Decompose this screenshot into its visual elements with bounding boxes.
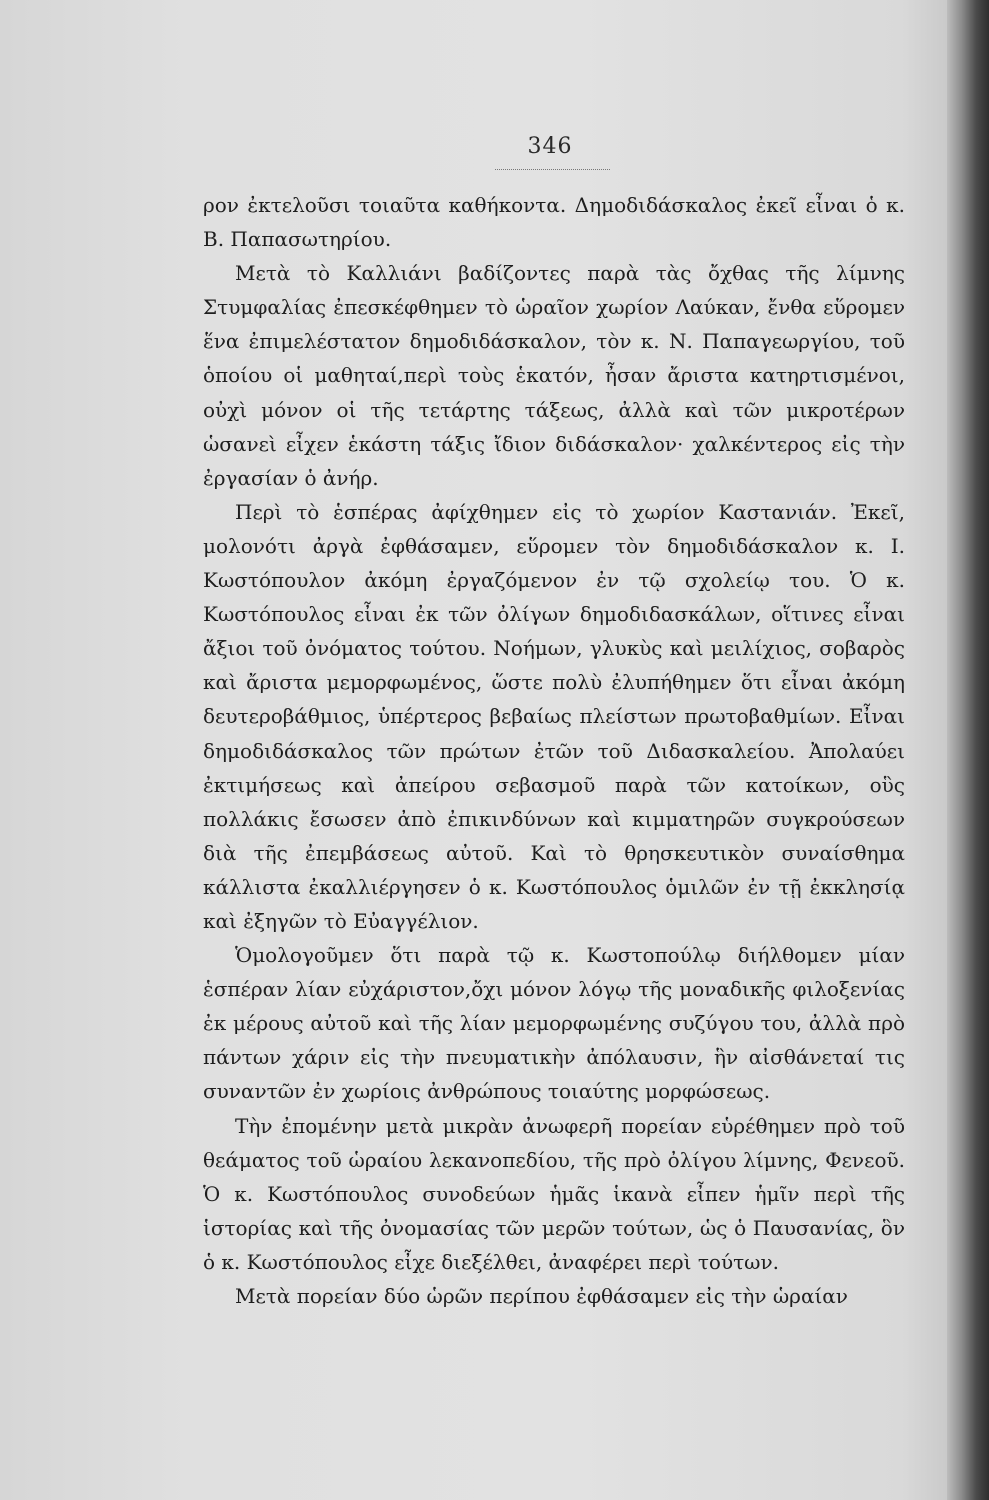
book-gutter bbox=[947, 0, 989, 1500]
paragraph-feneos: Τὴν ἐπομένην μετὰ μικρὰν ἀνωφερῆ πορείαν εὑρέθημεν πρὸ τοῦ θεάματος τοῦ ὡραίου λεκανοπεδίου, τῆς πρὸ ὀλίγου λίμνης, Φενεοῦ. Ὁ κ. Κωστόπουλος συνοδεύων ἡμᾶς ἱκανὰ εἶπεν ἡμῖν περὶ τῆς ἱστορίας καὶ τῆς ὀνομασίας τῶν μερῶν τούτων, ὡς ὁ Παυσανίας, ὃν ὁ κ. Κωστόπουλος εἶχε διεξέλθει, ἀναφέρει περὶ τούτων. bbox=[203, 1113, 905, 1274]
paragraph-continuation: ρον ἐκτελοῦσι τοιαῦτα καθήκοντα. Δημοδιδάσκαλος ἐκεῖ εἶναι ὁ κ. Β. Παπασωτηρίου. bbox=[203, 193, 905, 252]
body-text bbox=[203, 188, 905, 1313]
paragraph-final: Μετὰ πορείαν δύο ὡρῶν περίπου ἐφθάσαμεν εἰς τὴν ὡραίαν bbox=[235, 1284, 848, 1308]
paragraph-kalliani: Μετὰ τὸ Καλλιάνι βαδίζοντες παρὰ τὰς ὄχθας τῆς λίμνης Στυμφαλίας ἐπεσκέφθημεν τὸ ὡραῖον χωρίον Λαύκαν, ἔνθα εὕρομεν ἕνα ἐπιμελέστατον δημοδιδάσκαλον, τὸν κ. Ν. Παπαγεωργίου, τοῦ ὁποίου οἱ μαθηταί,περὶ τοὺς ἑκατόν, ἦσαν ἄριστα κατηρτισμένοι, οὐχὶ μόνον οἱ τῆς τετάρτης τάξεως, ἀλλὰ καὶ τῶν μικροτέρων ὡσανεὶ εἶχεν ἑκάστη τάξις ἴδιον διδάσκαλον· χαλκέντερος εἰς τὴν ἐργασίαν ὁ ἀνήρ. bbox=[203, 261, 905, 490]
paragraph-kastania: Περὶ τὸ ἑσπέρας ἀφίχθημεν εἰς τὸ χωρίον Καστανιάν. Ἐκεῖ, μολονότι ἀργὰ ἐφθάσαμεν, εὕρομεν τὸν δημοδιδάσκαλον κ. Ι. Κωστόπουλον ἀκόμη ἐργαζόμενον ἐν τῷ σχολείῳ του. Ὁ κ. Κωστόπουλος εἶναι ἐκ τῶν ὀλίγων δημοδιδασκάλων, οἵτινες εἶναι ἄξιοι τοῦ ὀνόματος τούτου. Νοήμων, γλυκὺς καὶ μειλίχιος, σοβαρὸς καὶ ἄριστα μεμορφωμένος, ὥστε πολὺ ἐλυπήθημεν ὅτι εἶναι ἀκόμη δευτεροβάθμιος, ὑπέρτερος βεβαίως πλείστων πρωτοβαθμίων. Εἶναι δημοδιδάσκαλος τῶν πρώτων ἐτῶν τοῦ Διδασκαλείου. Ἀπολαύει ἐκτιμήσεως καὶ ἀπείρου σεβασμοῦ παρὰ τῶν κατοίκων, οὓς πολλάκις ἔσωσεν ἀπὸ ἐπικινδύνων καὶ κιμματηρῶν συγκρούσεων διὰ τῆς ἐπεμβάσεως αὐτοῦ. Καὶ τὸ θρησκευτικὸν συναίσθημα κάλλιστα ἐκαλλιέργησεν ὁ κ. Κωστόπουλος ὁμιλῶν ἐν τῇ ἐκκλησίᾳ καὶ ἐξηγῶν τὸ Εὐαγγέλιον. bbox=[203, 499, 905, 933]
page-number: 346 bbox=[527, 134, 573, 159]
page-number-rule bbox=[495, 169, 610, 170]
paragraph-hospitality: Ὁμολογοῦμεν ὅτι παρὰ τῷ κ. Κωστοπούλῳ διήλθομεν μίαν ἑσπέραν λίαν εὐχάριστον,ὄχι μόνον λόγῳ τῆς μοναδικῆς φιλοξενίας ἐκ μέρους αὐτοῦ καὶ τῆς λίαν μεμορφωμένης συζύγου του, ἀλλὰ πρὸ πάντων χάριν εἰς τὴν πνευματικὴν ἀπόλαυσιν, ἣν αἰσθάνεταί τις συναντῶν ἐν χωρίοις ἀνθρώπους τοιαύτης μορφώσεως. bbox=[203, 943, 905, 1104]
